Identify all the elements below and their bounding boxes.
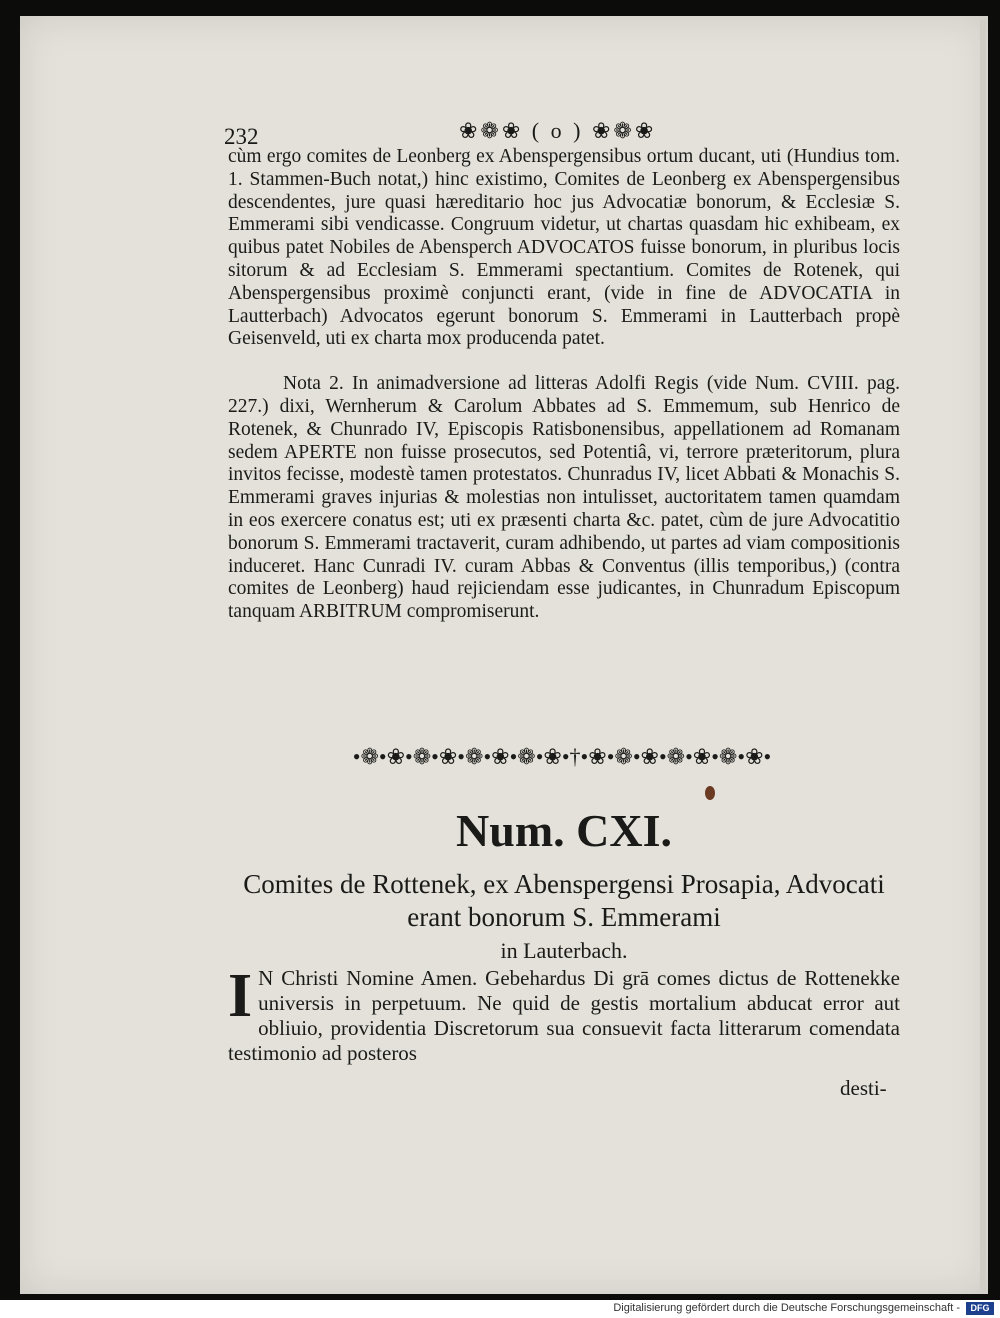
body-text <box>228 146 900 624</box>
section-subtitle <box>226 868 902 967</box>
ornamental-divider: •❁•❀•❁•❀•❁•❀•❁•❀•†•❀•❁•❀•❁•❀•❁•❀• <box>352 744 772 769</box>
drop-capital: I <box>228 962 253 1030</box>
ink-stain <box>705 786 715 800</box>
header-ornament: ❀❁❀ ( o ) ❀❁❀ <box>459 118 657 143</box>
catchword: desti- <box>840 1076 887 1100</box>
subtitle-line-1: Comites de Rottenek, ex Abenspergensi Prosapia, Advocati erant bonorum S. Emmerami <box>243 869 885 932</box>
paragraph-2: Nota 2. In animadversione ad litteras Adolfi Regis (vide Num. CVIII. pag. 227.) dixi, Wernherum & Carolum Abbates ad S. Emmemum, sub Henrico de Rotenek, & Chunrado IV, Episcopis Ratisbonensibus, appellationem ad Romanam sedem APERTE non fuisse prosecutos, sed Potentiâ, vi, terrore præteritorum, plura invitos fecisse, modestè tamen protestatos. Chunradus IV, licet Abbati & Monachis S. Emmerami graves injurias & molestias non intulisset, auctoritatem tamen quamdam in eos exercere conatus est; uti ex præsenti charta &c. patet, cùm de jure Advocatitio bonorum S. Emmerami tractaverit, curam adhibendo, ut partes ad viam compositionis induceret. Hanc Cunradi IV. curam Abbas & Conventus (illis temporibus,) (contra comites de Leonberg) haud rejiciendam esse judicantes, in Chunradum Episcopum tanquam ARBITRUM compromiserunt. <box>228 373 900 623</box>
charter-body: N Christi Nomine Amen. Gebehardus Di grā comes dictus de Rottenekke universis in perpetuum. Ne quid de gestis mortalium abducat error aut obliuio, providentia Discretorum sua consuevit facta litterarum comendata testimonio ad posteros <box>228 966 900 1065</box>
page-edge <box>980 20 986 1290</box>
section-title: Num. CXI. <box>456 805 672 856</box>
paragraph-1: cùm ergo comites de Leonberg ex Abenspergensibus ortum ducant, uti (Hundius tom. 1. Stammen-Buch notat,) hinc existimo, Comites de Leonberg ex Abenspergensibus descendentes, jure quasi hæreditario hoc jus Advocatiæ bonorum, & Ecclesiæ S. Emmerami sibi vendicasse. Congruum videtur, ut chartas quasdam hic exhibeam, ex quibus patet Nobiles de Abensperch ADVOCATOS fuisse bonorum, in pluribus locis sitorum & ad Ecclesiam S. Emmerami spectantium. Comites de Rotenek, qui Abenspergensibus proximè conjuncti erant, (vide in fine de ADVOCATIA in Lautterbach) Advocatos egerunt bonorum S. Emmerami in Lautterbach propè Geisenveld, uti ex charta mox producenda patet. <box>228 146 900 350</box>
dfg-logo: DFG <box>966 1302 994 1315</box>
footer-credit: Digitalisierung gefördert durch die Deutsche Forschungsgemeinschaft - <box>613 1302 960 1314</box>
subtitle-line-2: in Lauterbach. <box>500 938 628 963</box>
page-number: 232 <box>224 124 259 149</box>
footer-bar <box>0 1300 1000 1318</box>
charter-text <box>228 962 900 1066</box>
